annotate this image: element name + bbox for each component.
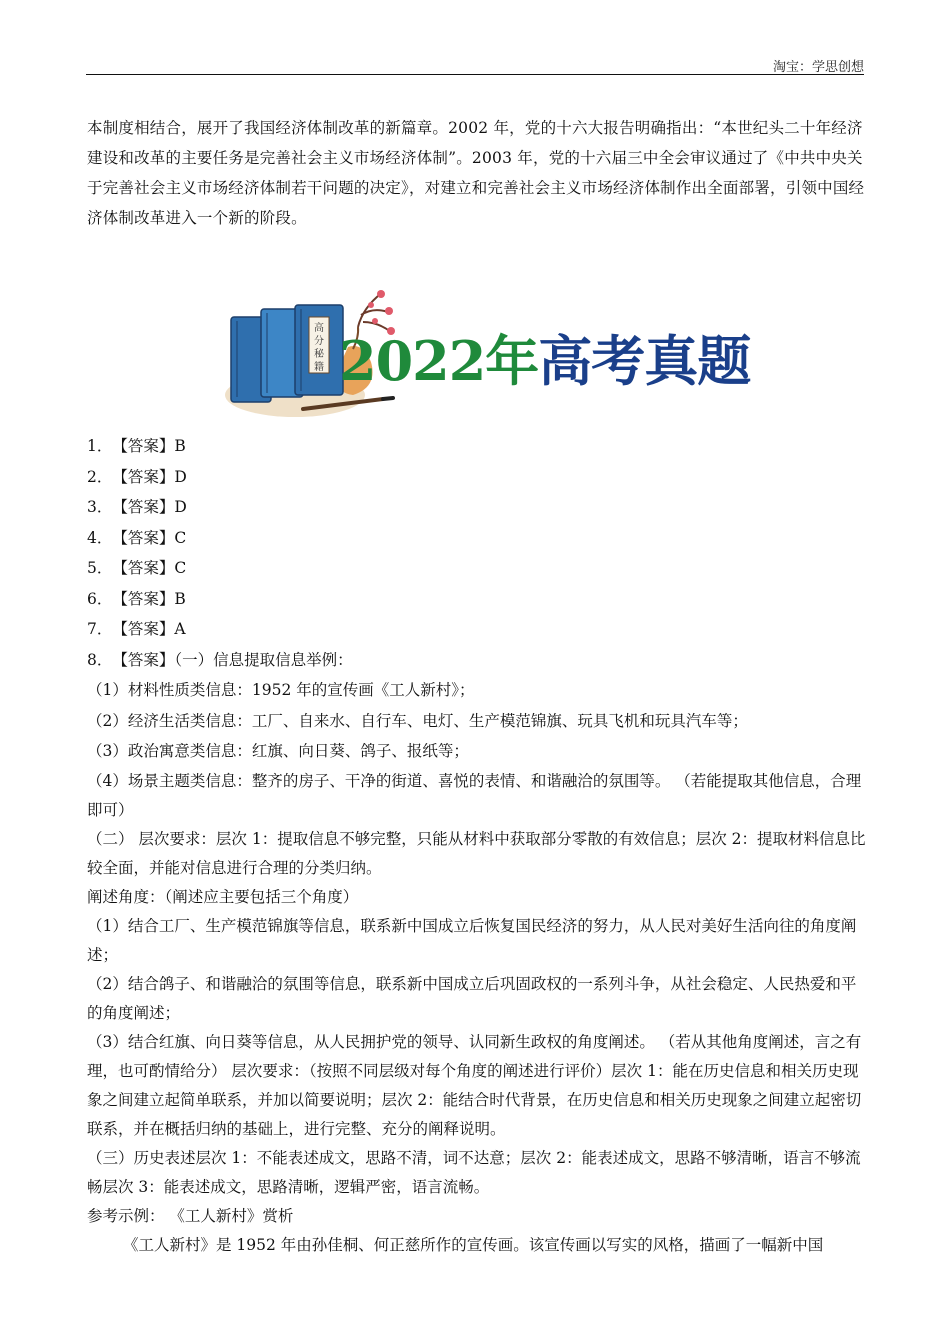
answer-item: 3．【答案】D: [87, 498, 187, 516]
answer-item: 7．【答案】A: [87, 620, 186, 638]
exam-banner: [87, 277, 867, 427]
q8-line: （3）结合红旗、向日葵等信息，从人民拥护党的领导、认同新生政权的角度阐述。 （若从其他角度阐述，言之有理，也可酌情给分） 层次要求：（按照不同层级对每个角度的阐述进行评价）层次 1：能在历史信息和相关历史现象之间建立起简单联系，并加以简要说明；层次 2：能结合时代背景，在历史信息和相关历史现象之间建立起密切联系，并在概括归纳的基础上，进行完整、充分的阐释说明。: [87, 1032, 862, 1138]
q8-line: 参考示例： 《工人新村》赏析: [87, 1206, 294, 1225]
answer-item: 5．【答案】C: [87, 559, 187, 577]
q8-line: 阐述角度：（阐述应主要包括三个角度）: [87, 887, 359, 906]
banner-title-word: 高考真题: [538, 329, 751, 393]
svg-text:分: 分: [314, 336, 324, 347]
banner-year: 2022年: [339, 329, 539, 393]
q8-line: （三）历史表述层次 1：不能表述成文，思路不清，词不达意；层次 2：能表述成文，思路不够清晰，语言不够流畅层次 3：能表述成文，思路清晰，逻辑严密，语言流畅。: [87, 1148, 861, 1196]
q8-line: （4）场景主题类信息：整齐的房子、干净的街道、喜悦的表情、和谐融洽的氛围等。 （若能提取其他信息，合理即可）: [87, 771, 862, 819]
q8-line: （2）结合鸽子、和谐融洽的氛围等信息，联系新中国成立后巩固政权的一系列斗争，从社会稳定、人民热爱和平的角度阐述；: [87, 974, 857, 1022]
answer-item: 1．【答案】B: [87, 437, 186, 455]
q8-line: （3）政治寓意类信息：红旗、向日葵、鸽子、报纸等；: [87, 742, 469, 760]
q8-detail: [87, 675, 867, 1260]
answer-item: 4．【答案】C: [87, 528, 187, 547]
page-content: [87, 113, 867, 1260]
header-divider: [86, 74, 864, 75]
q8-line: （二） 层次要求：层次 1：提取信息不够完整，只能从材料中获取部分零散的有效信息；层次 2：提取材料信息比较全面，并能对信息进行合理的分类归纳。: [87, 829, 866, 877]
intro-paragraph: 本制度相结合，展开了我国经济体制改革的新篇章。2002 年，党的十六大报告明确指出：“本世纪头二十年经济建设和改革的主要任务是完善社会主义市场经济体制”。2003 年，党的十六届三中全会审议通过了《中共中央关于完善社会主义市场经济体制若干问题的决定》，对建立和完善社会主义市场经济体制作出全面部署，引领中国经济体制改革进入一个新的阶段。: [87, 119, 865, 227]
header-shop-name: 淘宝：学思创想: [772, 60, 864, 75]
answer-item: 6．【答案】B: [87, 589, 186, 608]
answer-list: [87, 431, 867, 675]
banner-title: [339, 319, 750, 396]
last-paragraph: 《工人新村》是 1952 年由孙佳桐、何正慈所作的宣传画。该宣传画以写实的风格，描画了一幅新中国: [123, 1235, 824, 1254]
svg-text:籍: 籍: [314, 362, 324, 373]
answer-item: 2．【答案】D: [87, 467, 187, 486]
q8-line: （1）材料性质类信息：1952 年的宣传画《工人新村》；: [87, 681, 475, 699]
q8-line: （1）结合工厂、生产模范锦旗等信息，联系新中国成立后恢复国民经济的努力，从人民对美好生活向往的角度阐述；: [87, 916, 857, 964]
svg-text:秘: 秘: [314, 349, 324, 360]
svg-text:高: 高: [314, 323, 324, 334]
q8-line: （2）经济生活类信息：工厂、自来水、自行车、电灯、生产模范锦旗、玩具飞机和玩具汽车等；: [87, 711, 748, 730]
answer-item: 8．【答案】（一）信息提取信息举例：: [87, 650, 353, 669]
